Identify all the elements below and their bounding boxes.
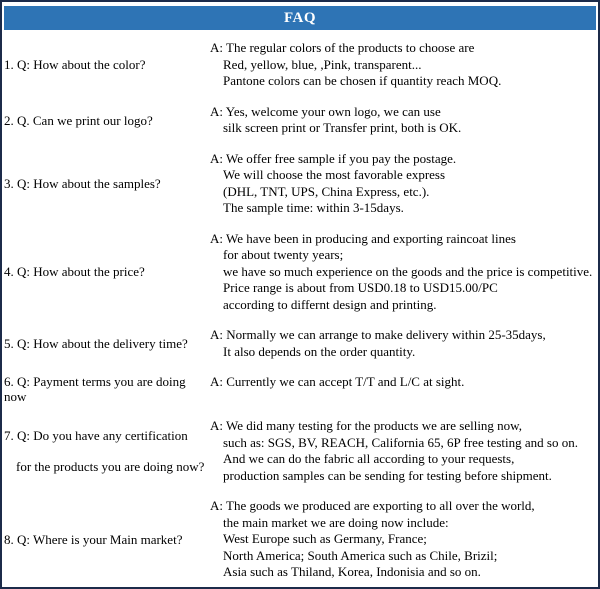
question-line: 1. Q: How about the color?	[4, 57, 146, 73]
answer-cell	[210, 498, 594, 581]
answer-line: the main market we are doing now include:	[223, 514, 449, 530]
faq-title: FAQ	[283, 10, 317, 26]
question-line: 3. Q: How about the samples?	[4, 176, 161, 191]
question-cell	[4, 104, 210, 137]
faq-row	[4, 498, 594, 581]
answer-line: A: The goods we produced are exporting to all over the world,	[210, 498, 535, 513]
question-cell	[4, 231, 210, 314]
answer-line: production samples can be sending for testing before shipment.	[223, 467, 552, 483]
question-line: 5. Q: How about the delivery time?	[4, 336, 188, 351]
question-cell	[4, 327, 210, 360]
answer-line: Asia such as Thiland, Korea, Indonisia and so on.	[223, 564, 481, 579]
answer-line: Price range is about from USD0.18 to USD15.00/PC	[223, 280, 498, 295]
answer-line: A: Currently we can accept T/T and L/C at sight.	[210, 374, 465, 389]
answer-line: according to differnt design and printing.	[223, 296, 437, 312]
faq-row	[4, 327, 594, 360]
question-line: 4. Q: How about the price?	[4, 264, 145, 280]
answer-line: North America; South America such as Chile, Brizil;	[223, 547, 498, 563]
answer-line: A: Normally we can arrange to make delivery within 25-35days,	[210, 327, 546, 342]
question-line: 7. Q: Do you have any certification	[4, 428, 188, 443]
answer-line: Red, yellow, blue, ,Pink, transparent...	[223, 56, 422, 72]
answer-line: We will choose the most favorable express	[223, 167, 446, 182]
answer-cell	[210, 104, 594, 137]
answer-line: silk screen print or Transfer print, both is OK.	[223, 120, 462, 135]
question-cell	[4, 151, 210, 217]
faq-row	[4, 151, 594, 217]
answer-cell	[210, 327, 594, 360]
answer-line: for about twenty years;	[223, 247, 344, 262]
answer-line: A: We did many testing for the products we are selling now,	[210, 418, 522, 433]
answer-line: A: The regular colors of the products to choose are	[210, 40, 475, 55]
answer-cell	[210, 374, 594, 404]
answer-cell	[210, 151, 594, 217]
answer-cell	[210, 418, 594, 484]
answer-line: A: We have been in producing and exporting raincoat lines	[210, 230, 516, 246]
faq-row	[4, 418, 594, 484]
faq-row	[4, 40, 594, 90]
answer-line: A: Yes, welcome your own logo, we can use	[210, 103, 441, 119]
answer-line: West Europe such as Germany, France;	[223, 531, 427, 546]
question-cell	[4, 498, 210, 581]
answer-cell	[210, 231, 594, 314]
faq-row	[4, 104, 594, 137]
question-line: 8. Q: Where is your Main market?	[4, 531, 183, 547]
answer-line: It also depends on the order quantity.	[223, 343, 416, 359]
answer-cell	[210, 40, 594, 90]
answer-line: And we can do the fabric all according to your requests,	[223, 451, 515, 466]
question-line: for the products you are doing now?	[16, 459, 205, 474]
faq-rows	[2, 36, 598, 581]
question-line: 6. Q: Payment terms you are doing now	[4, 374, 186, 404]
faq-row	[4, 231, 594, 314]
question-cell	[4, 40, 210, 90]
question-cell	[4, 374, 210, 404]
question-cell	[4, 418, 210, 484]
answer-line: (DHL, TNT, UPS, China Express, etc.).	[223, 183, 430, 199]
faq-row	[4, 374, 594, 404]
question-line: 2. Q. Can we print our logo?	[4, 112, 153, 128]
faq-header	[4, 6, 596, 30]
answer-line: such as: SGS, BV, REACH, California 65, 6P free testing and so on.	[223, 434, 578, 450]
answer-line: A: We offer free sample if you pay the postage.	[210, 150, 457, 166]
answer-line: we have so much experience on the goods and the price is competitive.	[223, 263, 593, 279]
answer-line: The sample time: within 3-15days.	[223, 200, 404, 215]
answer-line: Pantone colors can be chosen if quantity reach MOQ.	[223, 73, 502, 88]
